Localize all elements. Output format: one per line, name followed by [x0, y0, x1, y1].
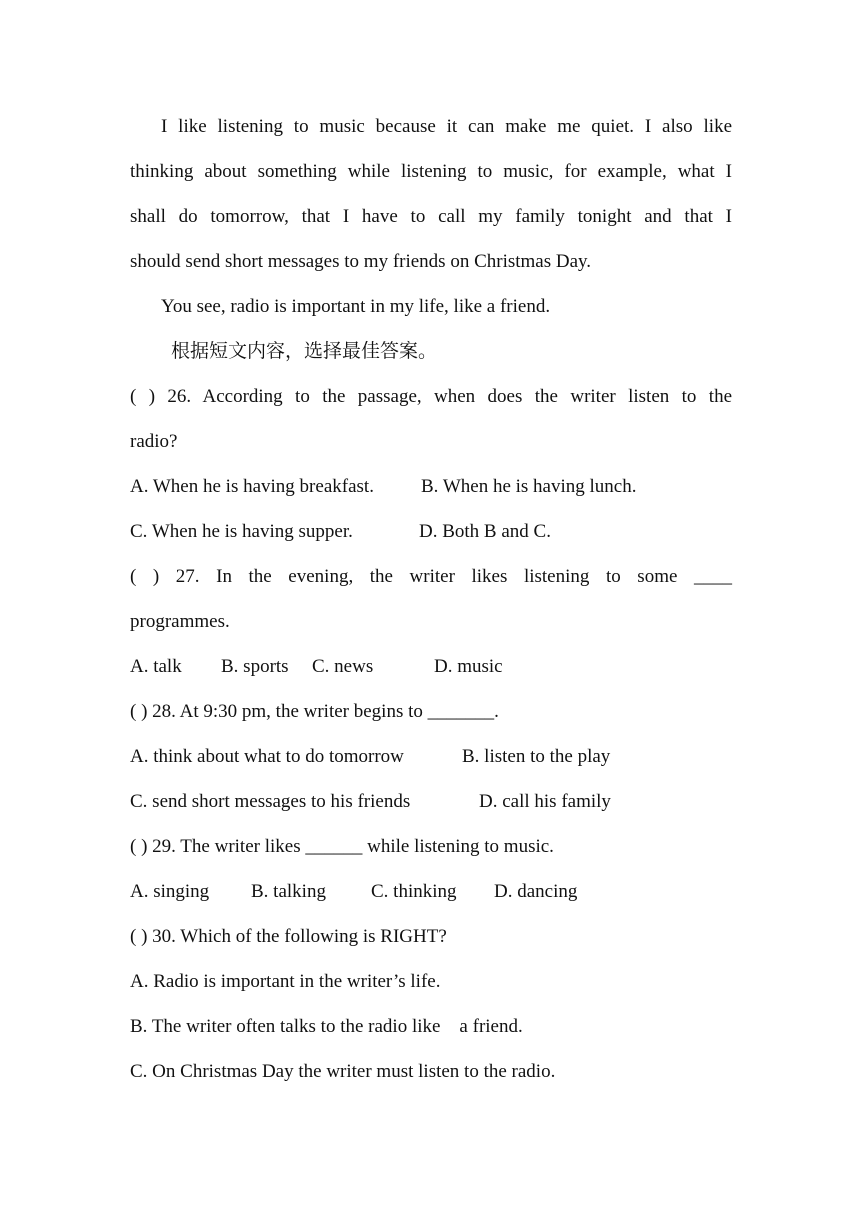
- option-d: D. Both B and C.: [419, 521, 551, 542]
- option-b: B. listen to the play: [462, 746, 611, 767]
- option-d: D. music: [434, 656, 503, 677]
- passage-line: shall do tomorrow, that I have to call my family tonight and that I: [130, 206, 732, 227]
- question-28-options: [130, 734, 732, 779]
- passage-line: thinking about something while listening to music, for example, what I: [130, 161, 732, 182]
- question-30-stem: ( ) 30. Which of the following is RIGHT?: [130, 926, 447, 947]
- option-a: A. talk: [130, 656, 182, 677]
- passage-line: You see, radio is important in my life, like a friend.: [161, 296, 551, 317]
- question-26-options: [130, 509, 732, 554]
- option-b: B. talking: [251, 881, 326, 902]
- option-a: A. singing: [130, 881, 210, 902]
- instruction: 根据短文内容，选择最佳答案。: [171, 341, 438, 362]
- option-b: B. The writer often talks to the radio like a friend.: [130, 1016, 523, 1037]
- option-a: A. think about what to do tomorrow: [130, 746, 404, 767]
- option-c: C. thinking: [371, 881, 457, 902]
- question-28-options: [130, 779, 732, 824]
- exam-page: [130, 104, 732, 1094]
- question-26-stem-cont: radio?: [130, 431, 178, 452]
- question-29-stem: ( ) 29. The writer likes ______ while listening to music.: [130, 836, 554, 857]
- option-a: A. When he is having breakfast.: [130, 476, 374, 497]
- option-c: C. When he is having supper.: [130, 521, 353, 542]
- option-d: D. call his family: [479, 791, 611, 812]
- option-c: C. On Christmas Day the writer must listen to the radio.: [130, 1061, 556, 1082]
- option-d: D. dancing: [494, 881, 578, 902]
- question-26-stem: ( ) 26. According to the passage, when does the writer listen to the: [130, 386, 732, 407]
- option-a: A. Radio is important in the writer’s life.: [130, 971, 441, 992]
- question-27-stem: ( ) 27. In the evening, the writer likes listening to some ____: [130, 566, 732, 587]
- question-27-stem-cont: programmes.: [130, 611, 230, 632]
- question-27-options: [130, 644, 732, 689]
- passage-line: should send short messages to my friends on Christmas Day.: [130, 251, 592, 272]
- question-28-stem: ( ) 28. At 9:30 pm, the writer begins to _______.: [130, 701, 499, 722]
- question-29-options: [130, 869, 732, 914]
- option-c: C. news: [312, 656, 374, 677]
- option-b: B. When he is having lunch.: [421, 476, 637, 497]
- passage-line: I like listening to music because it can make me quiet. I also like: [161, 116, 732, 137]
- question-26-options: [130, 464, 732, 509]
- option-c: C. send short messages to his friends: [130, 791, 411, 812]
- option-b: B. sports: [221, 656, 289, 677]
